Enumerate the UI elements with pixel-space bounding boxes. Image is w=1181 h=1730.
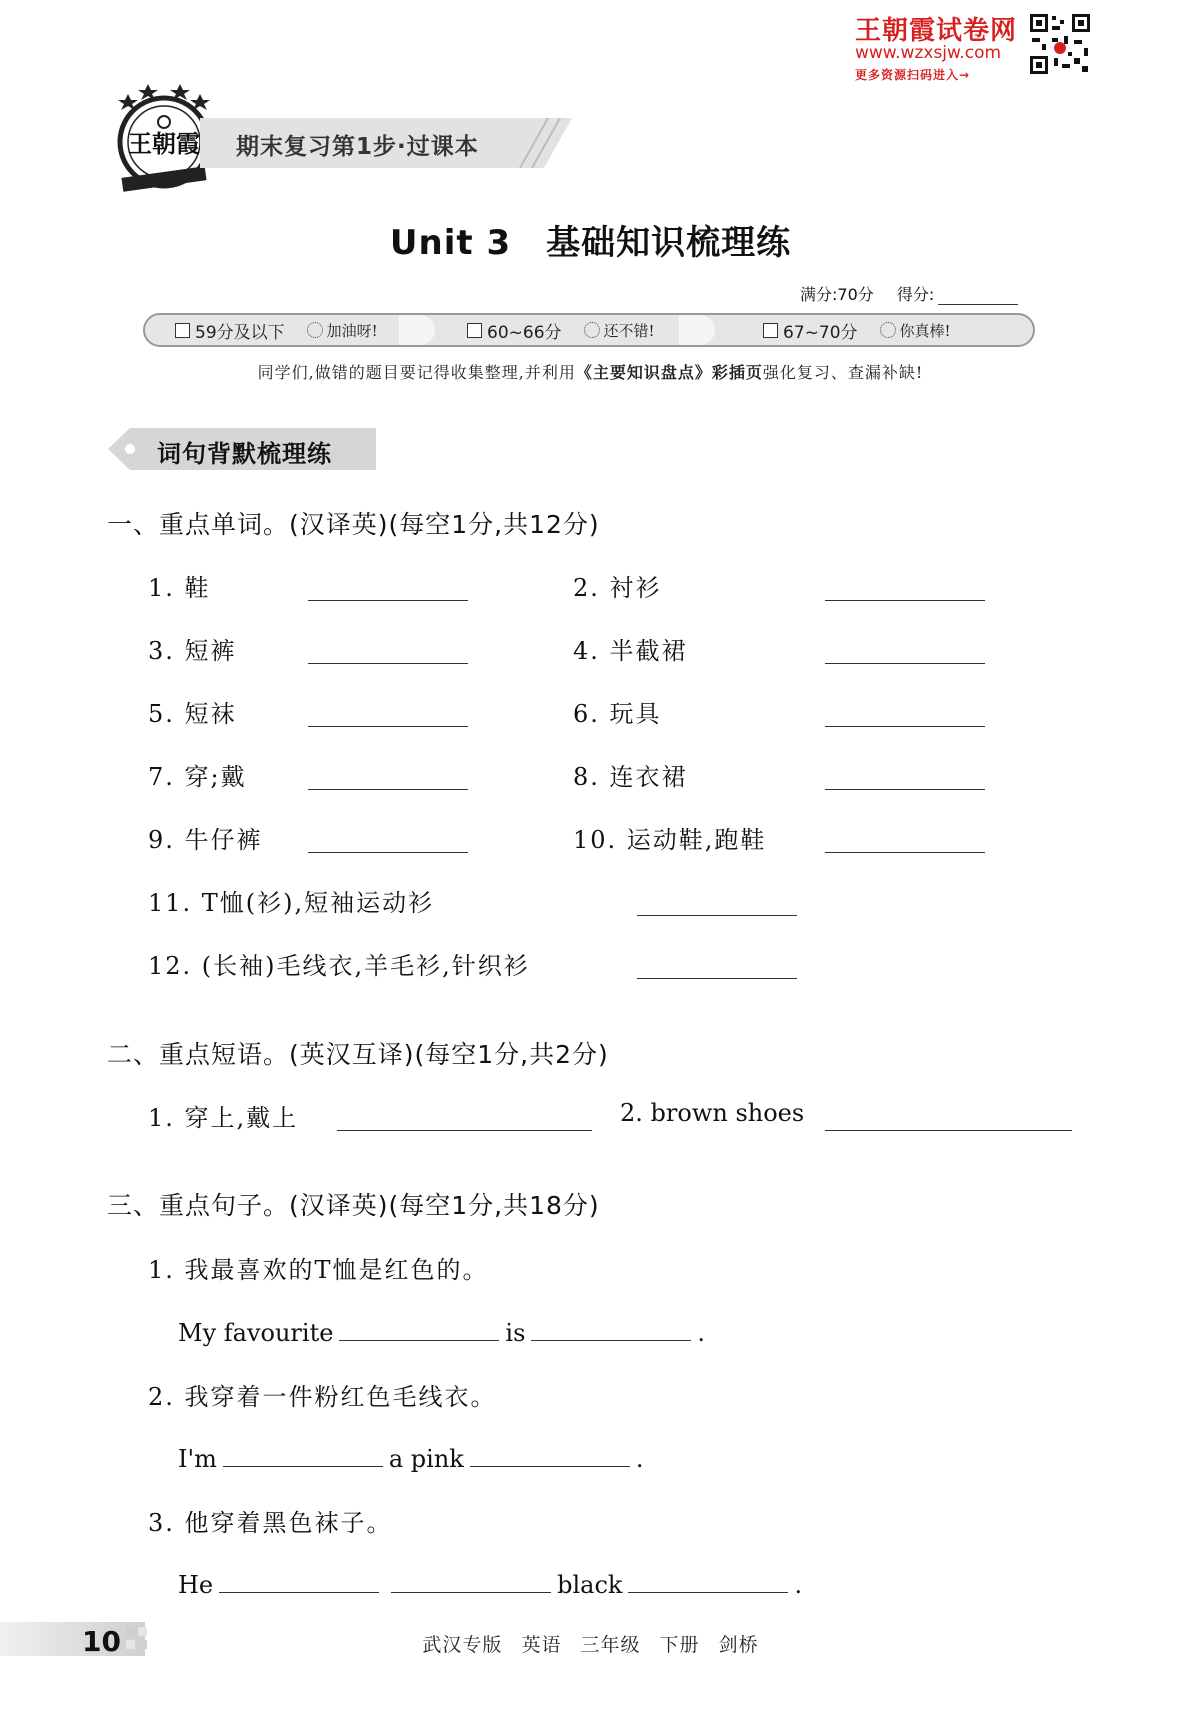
answer-blank[interactable]: [637, 978, 797, 979]
answer-blank[interactable]: [628, 1566, 788, 1593]
grade-range: 59分及以下: [195, 322, 285, 343]
phrase-item: 2. brown shoes: [620, 1099, 805, 1127]
answer-blank[interactable]: [219, 1566, 379, 1593]
grade-message: 你真棒!: [899, 321, 951, 340]
sentence-word: My favourite: [178, 1319, 334, 1347]
vocab-item: 3. 短裤: [148, 637, 237, 665]
answer-blank[interactable]: [337, 1130, 592, 1131]
section-tab-label: 词句背默梳理练: [157, 440, 332, 468]
full-score-label: 满分:70分: [800, 285, 874, 304]
answer-blank[interactable]: [308, 789, 468, 790]
smiley-icon: [307, 322, 323, 338]
answer-blank[interactable]: [339, 1314, 499, 1341]
answer-blank[interactable]: [825, 600, 985, 601]
vocab-item: 12. (长袖)毛线衣,羊毛衫,针织衫: [148, 952, 530, 980]
logo-text: 王朝霞: [128, 129, 200, 158]
answer-blank[interactable]: [825, 852, 985, 853]
part3-heading: 三、重点句子。(汉译英)(每空1分,共18分): [107, 1191, 600, 1220]
sentence-chinese: 2. 我穿着一件粉红色毛线衣。: [148, 1383, 497, 1411]
answer-blank[interactable]: [470, 1440, 630, 1467]
checkbox-icon[interactable]: [175, 323, 190, 338]
vocab-item: 7. 穿;戴: [148, 763, 247, 791]
vocab-item: 11. T恤(衫),短袖运动衫: [148, 889, 435, 917]
vocab-item: 2. 衬衫: [573, 574, 662, 602]
sentence-word: is: [505, 1319, 526, 1347]
sentence-chinese: 1. 我最喜欢的T恤是红色的。: [148, 1256, 489, 1284]
sentence-punct: .: [794, 1571, 803, 1599]
answer-blank[interactable]: [308, 600, 468, 601]
sentence-english: [178, 1566, 802, 1599]
answer-blank[interactable]: [825, 1130, 1072, 1131]
answer-blank[interactable]: [637, 915, 797, 916]
sentence-word: I'm: [178, 1445, 217, 1473]
vocab-item: 6. 玩具: [573, 700, 662, 728]
vocab-item: 4. 半截裙: [573, 637, 688, 665]
sentence-punct: .: [635, 1445, 644, 1473]
page-number: 10: [82, 1625, 121, 1658]
note-highlight: 《主要知识盘点》彩插页: [575, 363, 763, 382]
sentence-english: [178, 1314, 705, 1347]
answer-blank[interactable]: [223, 1440, 383, 1467]
checkbox-icon[interactable]: [467, 323, 482, 338]
grade-message: 加油呀!: [326, 321, 378, 340]
answer-blank[interactable]: [531, 1314, 691, 1341]
phrase-item: 1. 穿上,戴上: [148, 1104, 299, 1132]
grade-level-2: [467, 315, 655, 345]
footer-edition-text: 武汉专版 英语 三年级 下册 剑桥: [422, 1634, 759, 1656]
grade-message: 还不错!: [603, 321, 655, 340]
grade-range: 60~66分: [487, 322, 562, 343]
brand-name: 王朝霞试卷网: [855, 16, 1018, 46]
grade-bar: [143, 313, 1035, 347]
header-series-title: 期末复习第1步·过课本: [236, 134, 479, 160]
vocab-item: 9. 牛仔裤: [148, 826, 263, 854]
qr-code-icon[interactable]: [1028, 12, 1092, 76]
answer-blank[interactable]: [391, 1566, 551, 1593]
answer-blank[interactable]: [825, 789, 985, 790]
score-label: 得分:: [896, 285, 935, 304]
note-prefix: 同学们,做错的题目要记得收集整理,并利用: [257, 363, 576, 382]
answer-blank[interactable]: [308, 663, 468, 664]
vocab-item: 8. 连衣裙: [573, 763, 688, 791]
grade-level-3: [763, 315, 951, 345]
note-suffix: 强化复习、查漏补缺!: [762, 363, 924, 382]
brand-url[interactable]: www.wzxsjw.com: [855, 43, 1002, 63]
sentence-word: black: [557, 1571, 623, 1599]
answer-blank[interactable]: [308, 726, 468, 727]
smiley-icon: [584, 322, 600, 338]
vocab-item: 10. 运动鞋,跑鞋: [573, 826, 767, 854]
sentence-english: [178, 1440, 643, 1473]
page-title: Unit 3 基础知识梳理练: [389, 223, 792, 263]
part1-heading: 一、重点单词。(汉译英)(每空1分,共12分): [107, 510, 600, 539]
sentence-punct: .: [697, 1319, 706, 1347]
brand-more: 更多资源扫码进入→: [855, 68, 971, 82]
grade-range: 67~70分: [783, 322, 858, 343]
grade-level-1: [175, 315, 378, 345]
sentence-word: He: [178, 1571, 214, 1599]
instruction-note: [0, 360, 1181, 383]
sentence-chinese: 3. 他穿着黑色袜子。: [148, 1509, 393, 1537]
score-line: [800, 282, 1018, 305]
answer-blank[interactable]: [825, 726, 985, 727]
vocab-item: 5. 短袜: [148, 700, 237, 728]
part2-heading: 二、重点短语。(英汉互译)(每空1分,共2分): [107, 1040, 609, 1069]
score-blank[interactable]: [938, 288, 1018, 305]
answer-blank[interactable]: [825, 663, 985, 664]
smiley-icon: [880, 322, 896, 338]
sentence-word: a pink: [388, 1445, 464, 1473]
vocab-item: 1. 鞋: [148, 574, 211, 602]
checkbox-icon[interactable]: [763, 323, 778, 338]
answer-blank[interactable]: [308, 852, 468, 853]
